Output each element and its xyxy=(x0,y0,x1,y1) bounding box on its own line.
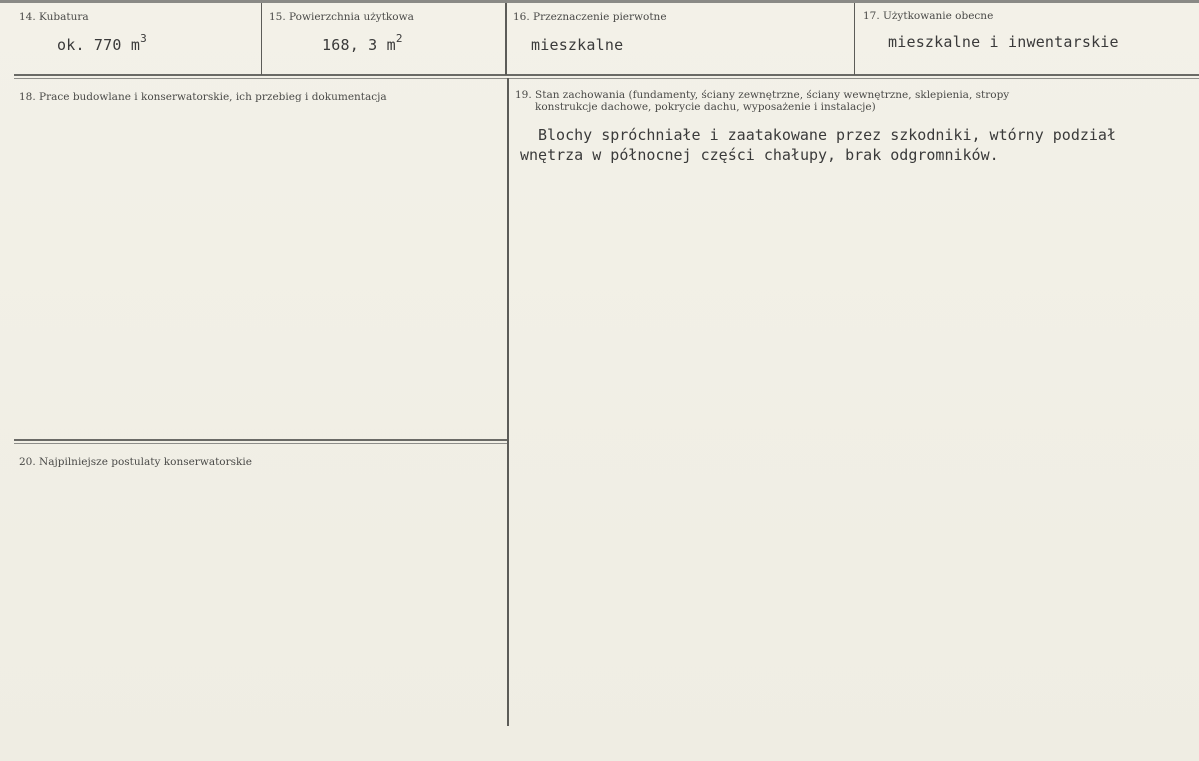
field-18-label: 18. Prace budowlane i konserwatorskie, ich przebieg i dokumentacja xyxy=(19,91,387,103)
divider-14-15 xyxy=(261,3,262,75)
field-14-value xyxy=(57,34,147,54)
rule-18-20-2 xyxy=(14,443,507,444)
rule-18-20 xyxy=(14,439,507,441)
top-border xyxy=(0,0,1199,3)
field-20-label: 20. Najpilniejsze postulaty konserwatorskie xyxy=(19,456,252,468)
field-17-value: mieszkalne i inwentarskie xyxy=(888,33,1119,51)
field-19-value-line2: wnętrza w północnej części chałupy, brak odgromników. xyxy=(520,146,999,164)
field-17-label: 17. Użytkowanie obecne xyxy=(863,10,994,22)
field-15-value xyxy=(322,34,403,54)
field-14-value-text: ok. 770 m xyxy=(57,36,141,54)
field-15-value-exponent: 2 xyxy=(395,32,403,45)
field-19-label-line2: konstrukcje dachowe, pokrycie dachu, wyposażenie i instalacje) xyxy=(535,101,876,113)
field-16-label: 16. Przeznaczenie pierwotne xyxy=(513,11,667,23)
field-14-label: 14. Kubatura xyxy=(19,11,89,23)
row1-bottom-rule-2 xyxy=(14,78,1199,79)
field-15-value-text: 168, 3 m xyxy=(322,36,396,54)
field-19-label-line1: 19. Stan zachowania (fundamenty, ściany zewnętrzne, ściany wewnętrzne, sklepienia, stropy xyxy=(515,89,1010,101)
divider-main xyxy=(507,78,509,726)
field-19-value-line1: Blochy spróchniałe i zaatakowane przez szkodniki, wtórny podział xyxy=(538,126,1116,144)
field-14-value-exponent: 3 xyxy=(140,32,147,45)
row1-bottom-rule xyxy=(14,74,1199,76)
divider-16-17 xyxy=(854,3,855,75)
divider-15-16 xyxy=(505,3,507,75)
field-16-value: mieszkalne xyxy=(531,36,624,54)
field-15-label: 15. Powierzchnia użytkowa xyxy=(269,11,414,23)
